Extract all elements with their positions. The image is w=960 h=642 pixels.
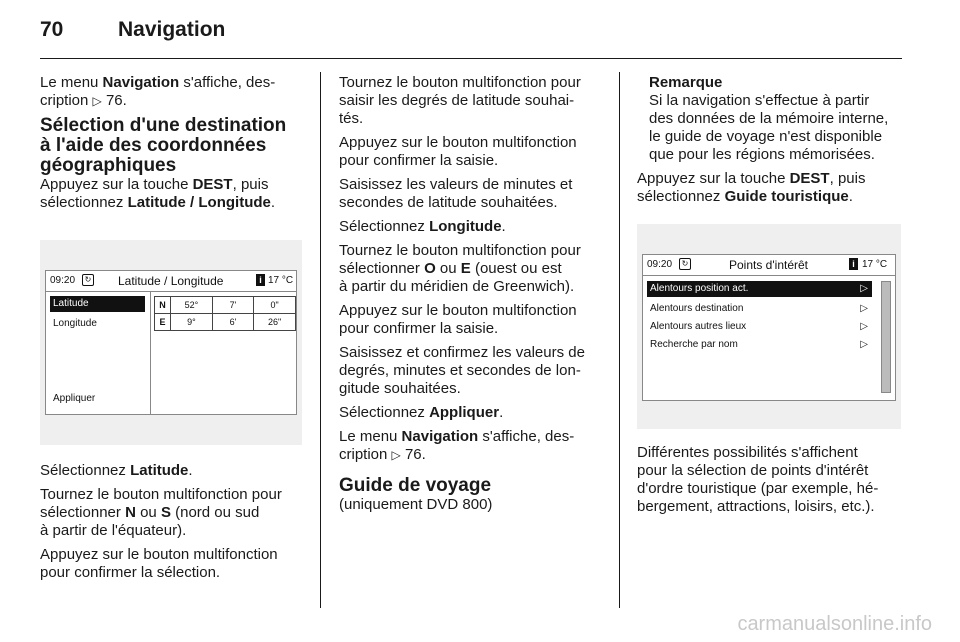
nav-screen [642,254,896,401]
paragraph-select-apply: Sélectionnez Appliquer. [339,404,504,421]
page-number: 70 [40,18,64,41]
guidance-icon: ↻ [82,274,94,286]
menu-item-around-other-places[interactable]: Alentours autres lieux ▷ [647,319,872,335]
chevron-right-icon: ▷ [860,303,868,314]
status-bar [643,255,895,276]
intro-paragraph: Le menu Navigation s'affiche, des- cription ▷ 76. [40,74,276,109]
paragraph-select-longitude: Sélectionnez Longitude. [339,218,506,235]
hemisphere-ns[interactable]: N [155,297,171,314]
hemisphere-ew[interactable]: E [155,314,171,331]
screen-divider [150,292,151,414]
guidance-icon: ↻ [679,258,691,270]
info-icon: i [256,274,265,286]
status-bar [46,271,296,292]
column-2 [339,74,611,520]
chevron-right-icon: ▷ [860,339,868,350]
column-divider-2 [619,72,620,608]
column-1 [40,74,310,218]
note-box [637,74,907,164]
scrollbar[interactable] [881,281,891,393]
menu-item-search-by-name[interactable]: Recherche par nom ▷ [647,337,872,353]
paragraph-confirm-1: Appuyez sur le bouton multifonction pour confirmer la saisie. [339,134,577,169]
column-1-lower [40,462,310,588]
instruction-dest: Appuyez sur la touche DEST, puis sélectionnez Latitude / Longitude. [40,176,276,211]
instruction-turn-knob: Tournez le bouton multifonction pour sélectionner N ou S (nord ou sud à partir de l'équateur). [40,486,282,539]
page-reference-icon: ▷ [391,448,401,462]
column-divider-1 [320,72,321,608]
chevron-right-icon: ▷ [860,283,868,294]
paragraph-travel-guide-dest: Appuyez sur la touche DEST, puis sélectionnez Guide touristique. [637,170,866,205]
latitude-degrees[interactable]: 52° [171,297,213,314]
instruction-confirm: Appuyez sur le bouton multifonction pour confirmer la sélection. [40,546,278,581]
instruction-select-latitude: Sélectionnez Latitude. [40,462,193,479]
column-3 [637,74,907,212]
table-row [155,314,296,331]
section-subtitle: (uniquement DVD 800) [339,496,493,513]
note-text: Si la navigation s'effectue à partir des données de la mémoire interne, le guide de voyage n'est disponible que pour les régions mémorisées. [649,92,889,163]
temperature: 17 °C [268,275,294,286]
paragraph-poi-options: Différentes possibilités s'affichent pour la sélection de points d'intérêt d'ordre touristique (par exemple, hé- bergement, attractions, loisirs, etc.). [637,444,879,515]
paragraph-west-east: Tournez le bouton multifonction pour sélectionner O ou E (ouest ou est à partir du méridien de Greenwich). [339,242,581,295]
menu-item-longitude[interactable]: Longitude [53,318,97,329]
latitude-minutes[interactable]: 7' [212,297,253,314]
info-icon: i [849,258,858,270]
menu-item-around-position[interactable]: Alentours position act. ▷ [647,281,872,297]
screen-title: Points d'intérêt [729,258,809,272]
paragraph-longitude-values: Saisissez et confirmez les valeurs de degrés, minutes et secondes de lon- gitude souhaitées. [339,344,585,397]
longitude-seconds[interactable]: 26" [254,314,296,331]
paragraph-navigation-menu: Le menu Navigation s'affiche, des- cription ▷ 76. [339,428,575,463]
screen-title: Latitude / Longitude [118,274,224,288]
header-rule [40,58,902,59]
column-3-lower [637,444,907,522]
section-title-coordinates: Sélection d'une destination à l'aide des coordonnées géographiques [40,115,287,176]
latitude-seconds[interactable]: 0" [254,297,296,314]
paragraph-confirm-2: Appuyez sur le bouton multifonction pour confirmer la saisie. [339,302,577,337]
menu-item-latitude[interactable]: Latitude [50,296,145,312]
longitude-minutes[interactable]: 6' [212,314,253,331]
nav-screen [45,270,297,415]
coordinates-table [154,296,296,331]
screenshot-points-of-interest [637,224,901,429]
paragraph-minutes-seconds: Saisissez les valeurs de minutes et secondes de latitude souhaitées. [339,176,573,211]
longitude-degrees[interactable]: 9° [171,314,213,331]
temperature: 17 °C [862,259,888,270]
menu-item-apply[interactable]: Appliquer [53,393,96,404]
note-title: Remarque [649,74,723,91]
menu-item-around-destination[interactable]: Alentours destination ▷ [647,301,872,317]
page-header [40,18,225,42]
page-reference-icon: ▷ [92,94,102,108]
chevron-right-icon: ▷ [860,321,868,332]
watermark: carmanualsonline.info [737,613,932,635]
paragraph-latitude-degrees: Tournez le bouton multifonction pour saisir les degrés de latitude souhai- tés. [339,74,581,127]
section-title-travel-guide: Guide de voyage [339,475,492,496]
page-title: Navigation [118,18,226,41]
clock: 09:20 [647,259,673,270]
screenshot-latitude-longitude [40,240,302,445]
clock: 09:20 [50,275,76,286]
table-row [155,297,296,314]
